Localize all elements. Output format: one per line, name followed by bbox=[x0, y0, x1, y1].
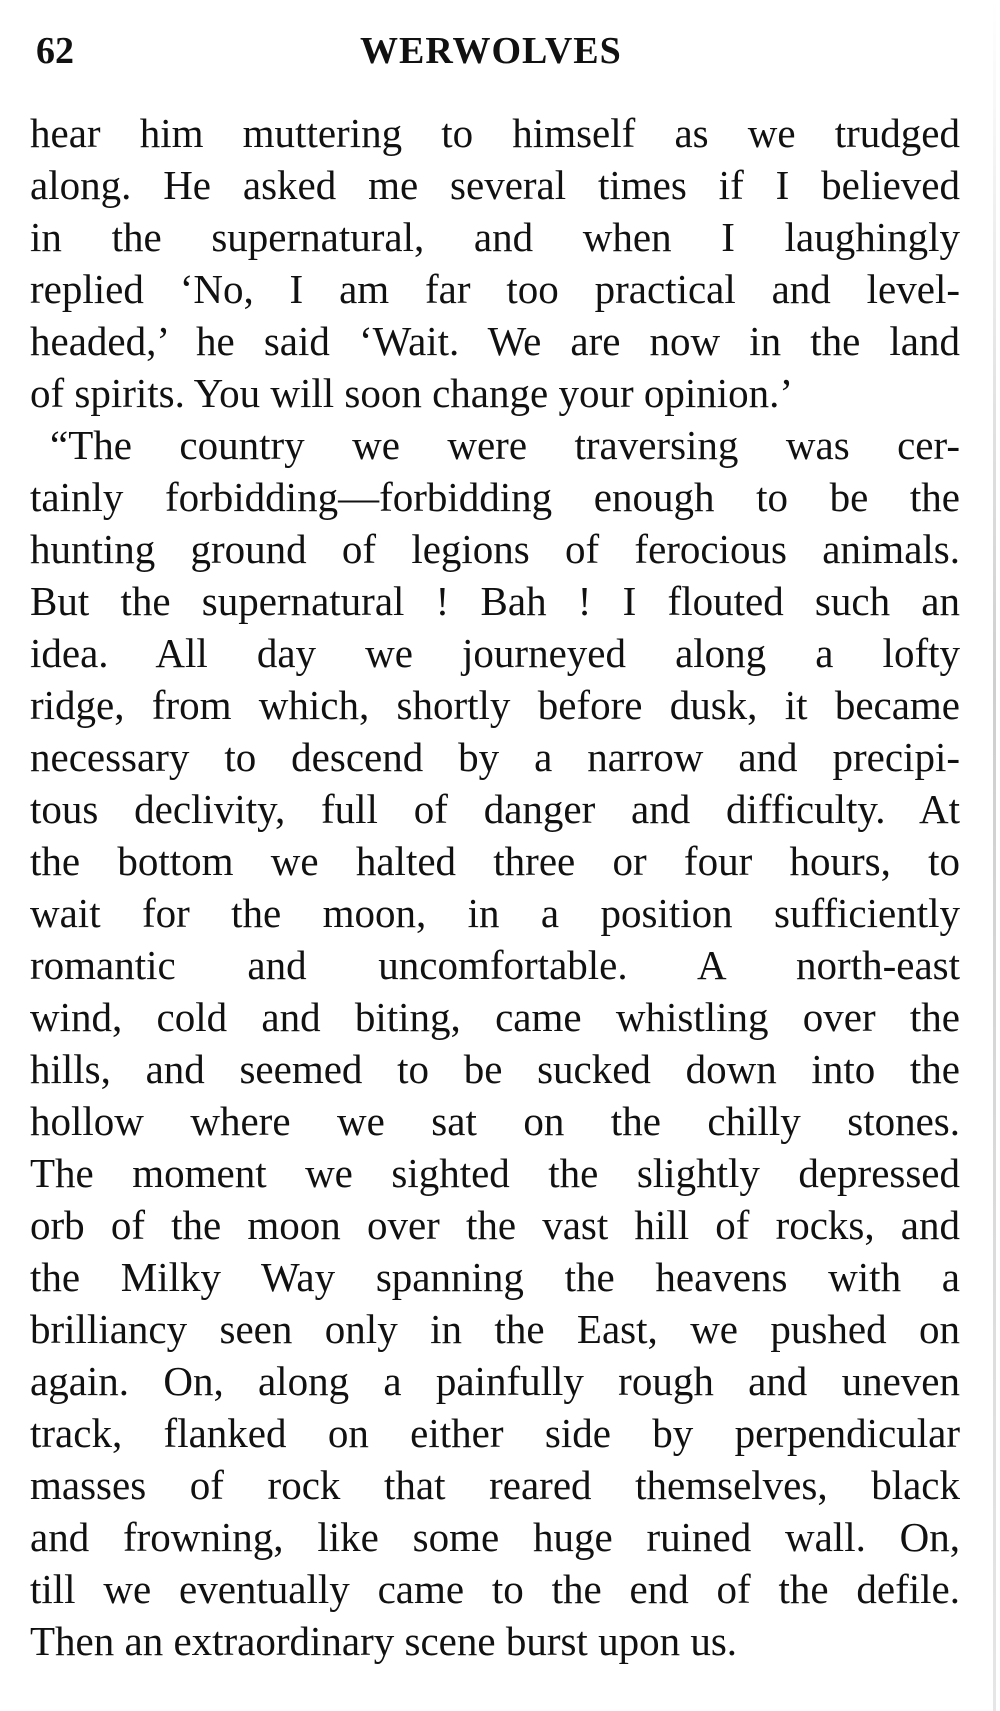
text-line: tainly forbidding—forbidding enough to be the bbox=[30, 474, 960, 520]
body-text bbox=[30, 107, 960, 1667]
text-line: The moment we sighted the slightly depressed bbox=[30, 1150, 960, 1196]
text-line: wind, cold and biting, came whistling over the bbox=[30, 994, 960, 1040]
text-line: idea. All day we journeyed along a lofty bbox=[30, 630, 960, 676]
text-line: hills, and seemed to be sucked down into the bbox=[30, 1046, 960, 1092]
page-edge-shadow bbox=[993, 0, 996, 1711]
text-line: hunting ground of legions of ferocious animals. bbox=[30, 526, 960, 572]
text-line: necessary to descend by a narrow and precipi- bbox=[30, 734, 960, 780]
paragraph-start-line: “The country we were traversing was cer- bbox=[50, 422, 960, 468]
text-line: hollow where we sat on the chilly stones. bbox=[30, 1098, 960, 1144]
text-line: orb of the moon over the vast hill of rocks, and bbox=[30, 1202, 960, 1248]
text-line: along. He asked me several times if I believed bbox=[30, 162, 960, 208]
text-line: But the supernatural ! Bah ! I flouted such an bbox=[30, 578, 960, 624]
text-line: Then an extraordinary scene burst upon us. bbox=[30, 1618, 738, 1664]
text-line: again. On, along a painfully rough and uneven bbox=[30, 1358, 960, 1404]
text-line: hear him muttering to himself as we trudged bbox=[30, 110, 960, 156]
text-line: replied ‘No, I am far too practical and level- bbox=[30, 266, 960, 312]
text-line: the bottom we halted three or four hours, to bbox=[30, 838, 960, 884]
text-line: and frowning, like some huge ruined wall. On, bbox=[30, 1514, 960, 1560]
text-line: the Milky Way spanning the heavens with a bbox=[30, 1254, 960, 1300]
text-line: track, flanked on either side by perpendicular bbox=[30, 1410, 960, 1456]
text-line: in the supernatural, and when I laughingly bbox=[30, 214, 960, 260]
text-line: ridge, from which, shortly before dusk, it became bbox=[30, 682, 960, 728]
text-line: tous declivity, full of danger and difficulty. At bbox=[30, 786, 960, 832]
text-line: of spirits. You will soon change your opinion.’ bbox=[30, 370, 794, 416]
text-line: brilliancy seen only in the East, we pushed on bbox=[30, 1306, 960, 1352]
text-line: headed,’ he said ‘Wait. We are now in the land bbox=[30, 318, 960, 364]
text-line: till we eventually came to the end of the defile. bbox=[30, 1566, 960, 1612]
running-title: WERWOLVES bbox=[360, 30, 622, 72]
text-line: wait for the moon, in a position sufficiently bbox=[30, 890, 960, 936]
text-line: romantic and uncomfortable. A north-east bbox=[30, 942, 960, 988]
running-head bbox=[30, 26, 960, 76]
text-line: masses of rock that reared themselves, black bbox=[30, 1462, 960, 1508]
page-number: 62 bbox=[36, 30, 74, 72]
